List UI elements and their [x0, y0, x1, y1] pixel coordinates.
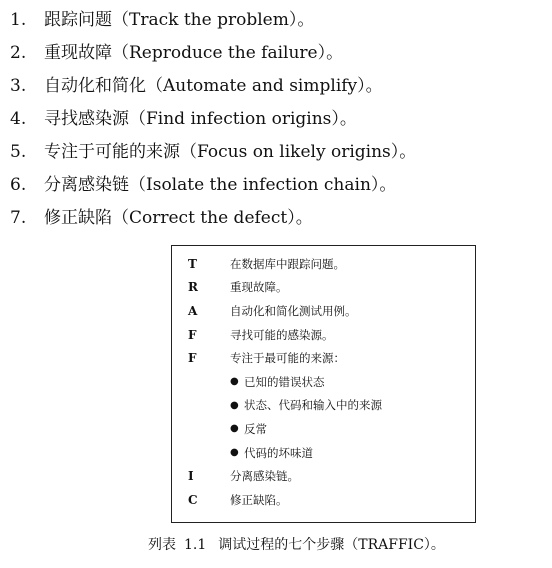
bullet-icon: ● [230, 447, 239, 459]
caption-number: 1.1 [184, 537, 207, 553]
step-item [10, 103, 540, 136]
caption-text: 调试过程的七个步骤（TRAFFIC）。 [218, 537, 445, 553]
listing-text: 寻找可能的感染源。 [230, 327, 334, 342]
step-text: 跟踪问题（Track the problem）。 [44, 10, 315, 30]
listing-bullet-item [188, 394, 475, 418]
step-item [10, 4, 540, 37]
traffic-listing-box [171, 245, 476, 523]
listing-letter: R [188, 280, 198, 295]
listing-letter: A [188, 303, 198, 318]
debugging-steps-list [10, 4, 540, 235]
step-text: 寻找感染源（Find infection origins）。 [44, 109, 357, 129]
listing-row [188, 252, 475, 276]
bullet-icon: ● [230, 423, 239, 435]
caption-label: 列表 [148, 537, 176, 553]
listing-bullet-item [188, 370, 475, 394]
listing-row [188, 464, 475, 488]
step-number: 2. [10, 43, 27, 63]
listing-text: 自动化和简化测试用例。 [230, 303, 357, 318]
listing-bullet-item [188, 441, 475, 465]
listing-text: 修正缺陷。 [230, 492, 288, 507]
step-item [10, 37, 540, 70]
step-item [10, 136, 540, 169]
step-item [10, 70, 540, 103]
listing-letter: I [188, 469, 194, 484]
listing-text: 在数据库中跟踪问题。 [230, 256, 345, 271]
listing-row [188, 346, 475, 370]
bullet-icon: ● [230, 399, 239, 411]
listing-text: 分离感染链。 [230, 469, 299, 484]
step-text: 修正缺陷（Correct the defect）。 [44, 208, 313, 228]
listing-letter: C [188, 492, 198, 507]
bullet-icon: ● [230, 376, 239, 388]
listing-row [188, 299, 475, 323]
bullet-text: 代码的坏味道 [244, 445, 313, 460]
step-number: 6. [10, 175, 27, 195]
listing-row [188, 488, 475, 512]
step-item [10, 169, 540, 202]
step-number: 7. [10, 208, 27, 228]
listing-text: 专注于最可能的来源： [230, 351, 345, 366]
step-text: 重现故障（Reproduce the failure）。 [44, 43, 344, 63]
listing-letter: T [188, 256, 197, 271]
listing-caption [148, 534, 445, 554]
bullet-text: 状态、代码和输入中的来源 [244, 398, 382, 413]
bullet-text: 反常 [244, 421, 267, 436]
step-number: 5. [10, 142, 27, 162]
listing-row [188, 323, 475, 347]
step-text: 自动化和简化（Automate and simplify）。 [44, 76, 383, 96]
step-number: 1. [10, 10, 27, 30]
bullet-text: 已知的错误状态 [244, 374, 325, 389]
listing-bullet-item [188, 417, 475, 441]
listing-letter: F [188, 327, 197, 342]
step-text: 专注于可能的来源（Focus on likely origins）。 [44, 142, 417, 162]
step-text: 分离感染链（Isolate the infection chain）。 [44, 175, 397, 195]
listing-row [188, 276, 475, 300]
step-number: 4. [10, 109, 27, 129]
listing-letter: F [188, 351, 197, 366]
step-number: 3. [10, 76, 27, 96]
listing-text: 重现故障。 [230, 280, 288, 295]
step-item [10, 202, 540, 235]
